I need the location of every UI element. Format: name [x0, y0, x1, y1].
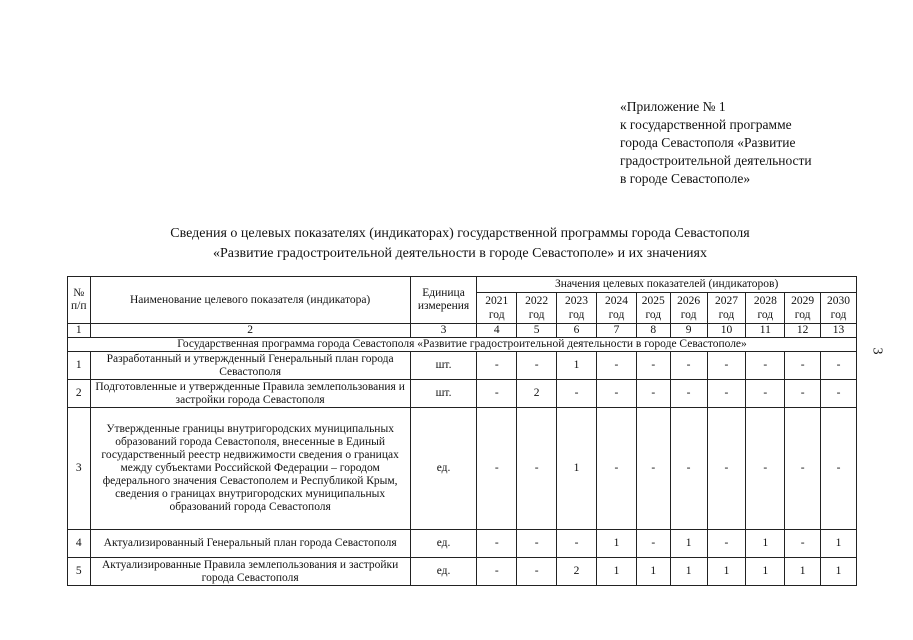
year-word: год	[528, 309, 545, 321]
table-row	[68, 352, 857, 380]
title-line-2: «Развитие градостроительной деятельности в городе Севастополе» и их значениях	[212, 246, 707, 261]
value-cell: -	[597, 380, 637, 408]
year-word: год	[488, 309, 505, 321]
column-number: 9	[670, 324, 707, 338]
value-cell: -	[477, 352, 517, 380]
value-cell: 1	[746, 530, 785, 558]
year-value: 2029	[791, 295, 815, 307]
column-number: 4	[477, 324, 517, 338]
header-year	[517, 293, 557, 324]
value-cell: -	[707, 380, 746, 408]
value-cell: -	[477, 558, 517, 586]
indicator-name: Разработанный и утвержденный Генеральный план города Севастополя	[90, 352, 410, 380]
value-cell: 1	[557, 408, 597, 530]
header-year	[636, 293, 670, 324]
row-number: 1	[68, 352, 91, 380]
column-numbers-row	[68, 324, 857, 338]
row-number: 2	[68, 380, 91, 408]
year-word: год	[794, 309, 811, 321]
column-number: 2	[90, 324, 410, 338]
header-year	[670, 293, 707, 324]
appendix-block	[620, 98, 812, 188]
header-year	[477, 293, 517, 324]
year-value: 2026	[677, 295, 701, 307]
row-number: 5	[68, 558, 91, 586]
value-cell: -	[821, 352, 857, 380]
header-values: Значения целевых показателей (индикаторов)	[477, 277, 857, 293]
unit-cell: шт.	[410, 352, 477, 380]
value-cell: 1	[785, 558, 821, 586]
table-row	[68, 558, 857, 586]
value-cell: -	[597, 408, 637, 530]
appendix-line: градостроительной деятельности	[620, 153, 812, 168]
year-word: год	[830, 309, 847, 321]
year-word: год	[718, 309, 735, 321]
year-value: 2025	[641, 295, 665, 307]
value-cell: -	[636, 530, 670, 558]
unit-cell: шт.	[410, 380, 477, 408]
header-year	[785, 293, 821, 324]
header-name: Наименование целевого показателя (индикатора)	[90, 277, 410, 324]
section-title: Государственная программа города Севастополя «Развитие градостроительной деятельности в городе Севастополе»	[68, 338, 857, 352]
indicator-name: Актуализированные Правила землепользования и застройки города Севастополя	[90, 558, 410, 586]
year-word: год	[568, 309, 585, 321]
value-cell: 1	[670, 558, 707, 586]
value-cell: 2	[517, 380, 557, 408]
value-cell: -	[707, 352, 746, 380]
unit-cell: ед.	[410, 408, 477, 530]
value-cell: 1	[821, 530, 857, 558]
value-cell: -	[746, 380, 785, 408]
table-row	[68, 380, 857, 408]
year-value: 2027	[714, 295, 738, 307]
appendix-line: к государственной программе	[620, 117, 792, 132]
value-cell: -	[557, 380, 597, 408]
value-cell: -	[477, 408, 517, 530]
value-cell: -	[517, 530, 557, 558]
year-word: год	[608, 309, 625, 321]
value-cell: 1	[707, 558, 746, 586]
row-number: 3	[68, 408, 91, 530]
value-cell: -	[785, 408, 821, 530]
indicators-table	[67, 276, 857, 586]
value-cell: -	[517, 408, 557, 530]
row-number: 4	[68, 530, 91, 558]
indicator-name: Утвержденные границы внутригородских муниципальных образований города Севастополя, внесенные в Единый государственный реестр недвижимости сведения о границах между субъектами Российской Федерации – городом федерального значения Севастополем и Республикой Крым, сведения о границах внутригородских муниципальных образований города Севастополя	[90, 408, 410, 530]
title-line-1: Сведения о целевых показателях (индикаторах) государственной программы города Севастополя	[170, 226, 750, 241]
value-cell: -	[636, 352, 670, 380]
value-cell: -	[517, 558, 557, 586]
appendix-line: города Севастополя «Развитие	[620, 135, 796, 150]
value-cell: 2	[557, 558, 597, 586]
year-value: 2028	[753, 295, 777, 307]
header-year	[821, 293, 857, 324]
value-cell: -	[557, 530, 597, 558]
appendix-line: в городе Севастополе»	[620, 171, 751, 186]
value-cell: -	[821, 408, 857, 530]
section-row	[68, 338, 857, 352]
value-cell: -	[707, 530, 746, 558]
value-cell: 1	[670, 530, 707, 558]
value-cell: 1	[597, 530, 637, 558]
year-value: 2023	[565, 295, 589, 307]
value-cell: -	[477, 530, 517, 558]
year-value: 2021	[485, 295, 509, 307]
column-number: 12	[785, 324, 821, 338]
indicator-name: Подготовленные и утвержденные Правила землепользования и застройки города Севастополя	[90, 380, 410, 408]
column-number: 1	[68, 324, 91, 338]
value-cell: -	[670, 408, 707, 530]
column-number: 13	[821, 324, 857, 338]
header-year	[707, 293, 746, 324]
value-cell: -	[670, 352, 707, 380]
column-number: 5	[517, 324, 557, 338]
year-word: год	[680, 309, 697, 321]
value-cell: -	[597, 352, 637, 380]
column-number: 7	[597, 324, 637, 338]
column-number: 8	[636, 324, 670, 338]
value-cell: 1	[557, 352, 597, 380]
year-value: 2022	[525, 295, 549, 307]
header-year	[746, 293, 785, 324]
table-row	[68, 408, 857, 530]
header-num: № п/п	[68, 277, 91, 324]
year-word: год	[645, 309, 662, 321]
value-cell: -	[636, 408, 670, 530]
value-cell: 1	[636, 558, 670, 586]
table-row	[68, 530, 857, 558]
value-cell: -	[670, 380, 707, 408]
value-cell: -	[517, 352, 557, 380]
document-title	[60, 224, 860, 264]
value-cell: -	[785, 352, 821, 380]
year-value: 2030	[827, 295, 851, 307]
value-cell: -	[477, 380, 517, 408]
value-cell: -	[746, 352, 785, 380]
header-year	[557, 293, 597, 324]
column-number: 6	[557, 324, 597, 338]
header-unit: Единица измерения	[410, 277, 477, 324]
value-cell: -	[785, 530, 821, 558]
value-cell: -	[636, 380, 670, 408]
value-cell: -	[707, 408, 746, 530]
value-cell: 1	[821, 558, 857, 586]
year-word: год	[757, 309, 774, 321]
value-cell: -	[821, 380, 857, 408]
value-cell: 1	[746, 558, 785, 586]
indicator-name: Актуализированный Генеральный план города Севастополя	[90, 530, 410, 558]
column-number: 10	[707, 324, 746, 338]
unit-cell: ед.	[410, 530, 477, 558]
value-cell: -	[746, 408, 785, 530]
appendix-line: «Приложение № 1	[620, 99, 726, 114]
year-value: 2024	[604, 295, 628, 307]
header-year	[597, 293, 637, 324]
value-cell: 1	[597, 558, 637, 586]
page-number: 3	[869, 347, 885, 355]
unit-cell: ед.	[410, 558, 477, 586]
column-number: 11	[746, 324, 785, 338]
header-row	[68, 277, 857, 293]
value-cell: -	[785, 380, 821, 408]
column-number: 3	[410, 324, 477, 338]
